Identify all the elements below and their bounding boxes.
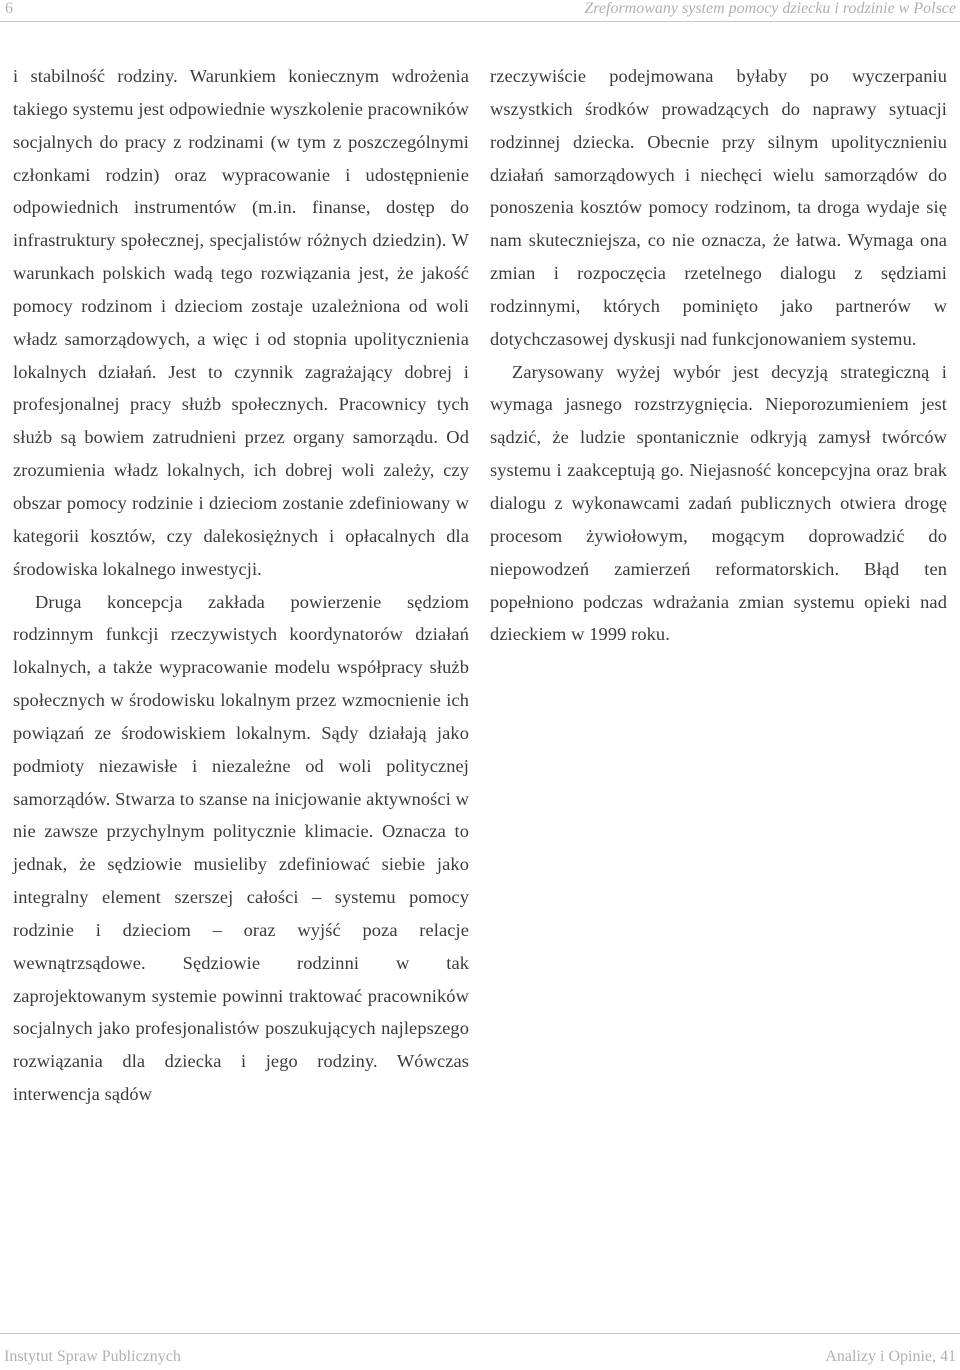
page-number: 6: [5, 0, 13, 17]
paragraph: rzeczywiście podejmowana byłaby po wyczerpaniu wszystkich środków prowadzących do naprawy sytuacji rodzinnej dziecka. Obecnie przy silnym upolitycznieniu działań samorządowych i niechęci wielu samorządów do ponoszenia kosztów pomocy rodzinom, ta droga wydaje się nam skuteczniejsza, co nie oznacza, że łatwa. Wymaga ona zmian i rozpoczęcia rzetelnego dialogu z sędziami rodzinnymi, których pominięto jako partnerów w dotychczasowej dyskusji nad funkcjonowaniem systemu.: [490, 66, 947, 349]
header-divider: [0, 21, 960, 22]
footer-divider: [0, 1333, 960, 1334]
running-title: Zreformowany system pomocy dziecku i rodzinie w Polsce: [584, 0, 956, 17]
footer-series: Analizy i Opinie, 41: [825, 1348, 956, 1365]
page-header: [0, 0, 960, 23]
right-column: [490, 60, 947, 651]
paragraph: i stabilność rodziny. Warunkiem koniecznym wdrożenia takiego systemu jest odpowiednie wyszkolenie pracowników socjalnych do pracy z rodzinami (w tym z poszczególnymi członkami rodzin) oraz wypracowanie i udostępnienie odpowiednich instrumentów (m.in. finanse, dostęp do infrastruktury społecznej, specjalistów różnych dziedzin). W warunkach polskich wadą tego rozwiązania jest, że jakość pomocy rodzinom i dzieciom zostaje uzależniona od woli władz samorządowych, a więc i od stopnia upolitycznienia lokalnych działań. Jest to czynnik zagrażający dobrej i profesjonalnej pracy służb społecznych. Pracownicy tych służb są bowiem zatrudnieni przez organy samorządu. Od zrozumienia władz lokalnych, ich dobrej woli zależy, czy obszar pomocy rodzinie i dzieciom zostanie zdefiniowany w kategorii kosztów, czy dalekosiężnych i opłacalnych dla środowiska lokalnego inwestycji.: [13, 66, 469, 579]
paragraph: Druga koncepcja zakłada powierzenie sędziom rodzinnym funkcji rzeczywistych koordynatorów działań lokalnych, a także wypracowanie modelu współpracy służb społecznych w środowisku lokalnym przez wzmocnienie ich powiązań ze środowiskiem lokalnym. Sądy działają jako podmioty niezawisłe i niezależne od woli politycznej samorządów. Stwarza to szanse na inicjowanie aktywności w nie zawsze przychylnym politycznie klimacie. Oznacza to jednak, że sędziowie musieliby zdefiniować siebie jako integralny element szerszej całości – systemu pomocy rodzinie i dzieciom – oraz wyjść poza relacje wewnątrzsądowe. Sędziowie rodzinni w tak zaprojektowanym systemie powinni traktować pracowników socjalnych jako profesjonalistów poszukujących najlepszego rozwiązania dla dziecka i jego rodziny. Wówczas interwencja sądów: [13, 591, 469, 1105]
left-column: [13, 60, 469, 1111]
footer-publisher: Instytut Spraw Publicznych: [4, 1348, 181, 1365]
paragraph: Zarysowany wyżej wybór jest decyzją strategiczną i wymaga jasnego rozstrzygnięcia. Nieporozumieniem jest sądzić, że ludzie spontanicznie odkryją zamysł twórców systemu i zaakceptują go. Niejasność koncepcyjna oraz brak dialogu z wykonawcami zadań publicznych otwiera drogę procesom żywiołowym, mogącym doprowadzić do niepowodzeń zamierzeń reformatorskich. Błąd ten popełniono podczas wdrażania zmian systemu opieki nad dzieckiem w 1999 roku.: [490, 361, 947, 645]
